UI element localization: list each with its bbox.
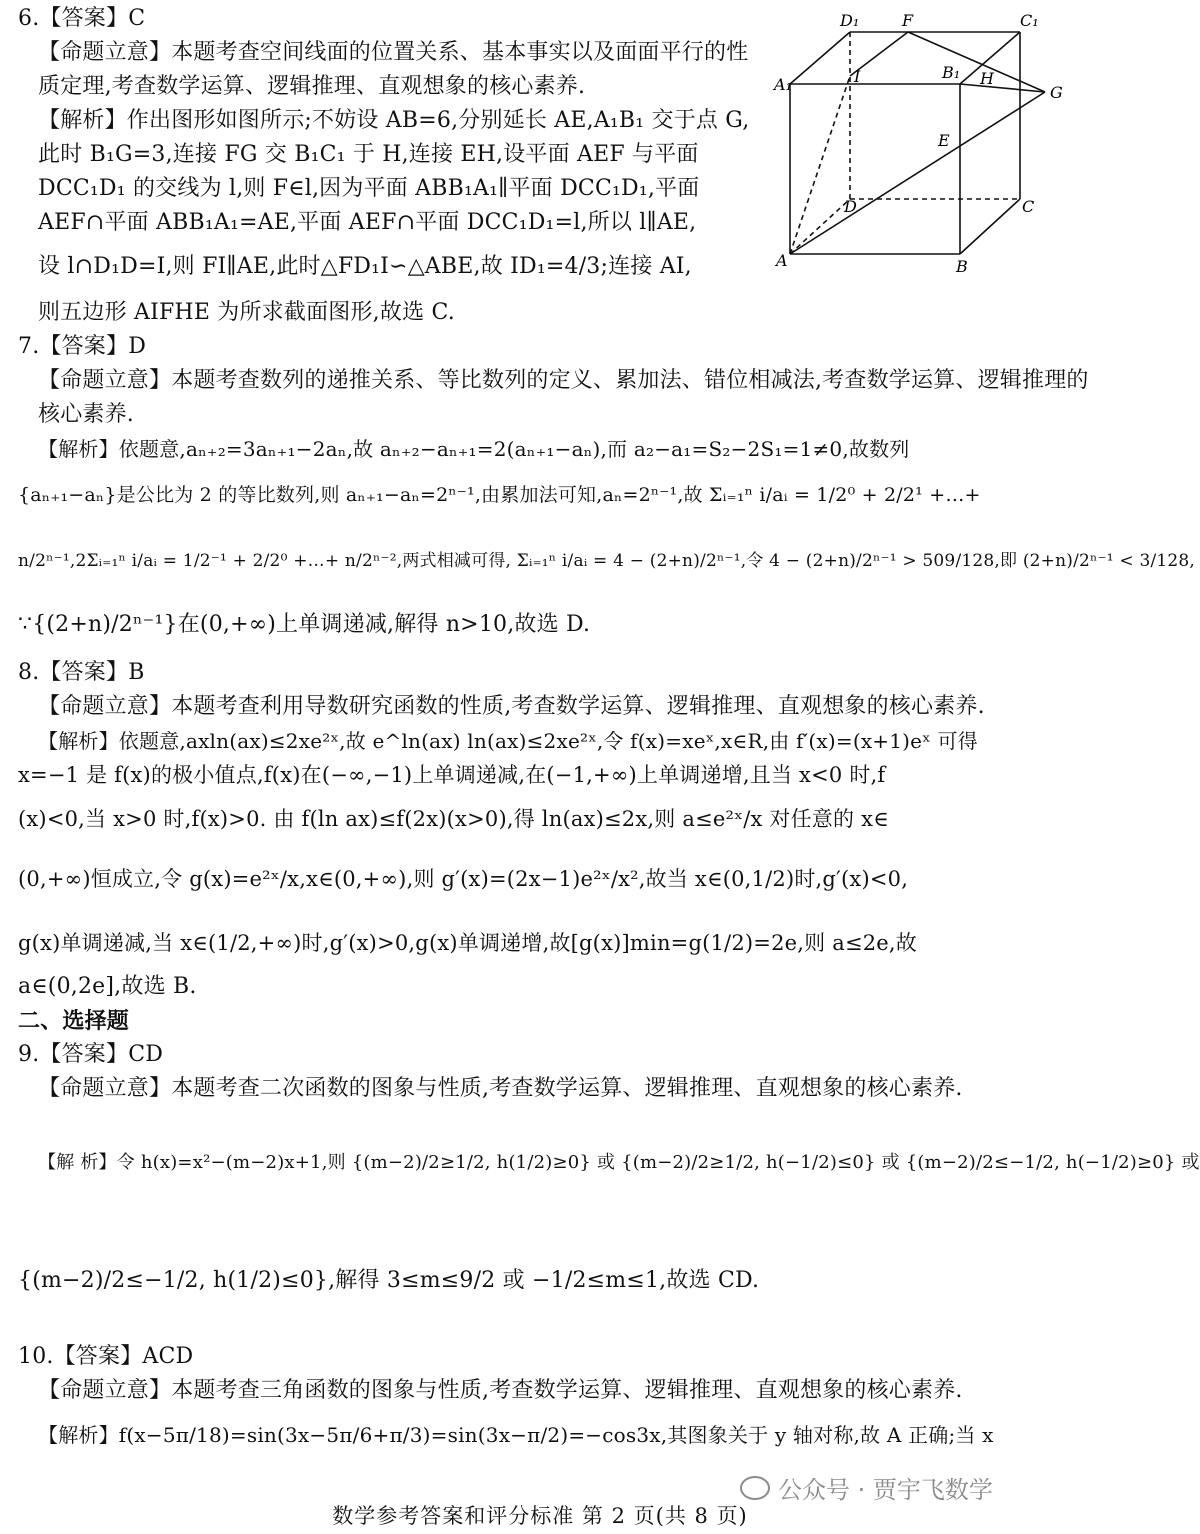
q8-intent: 【命题立意】本题考查利用导数研究函数的性质,考查数学运算、逻辑推理、直观想象的核心素养. <box>38 694 985 719</box>
cube-figure <box>770 4 1070 284</box>
q8-answer: 8.【答案】B <box>18 660 145 685</box>
q7-solution-line1: 【解析】依题意,aₙ₊₂=3aₙ₊₁−2aₙ,故 aₙ₊₂−aₙ₊₁=2(aₙ₊₁−aₙ),而 a₂−a₁=S₂−2S₁=1≠0,故数列 <box>38 437 910 461</box>
label-H: H <box>980 69 994 88</box>
q8-solution-line2: x=−1 是 f(x)的极小值点,f(x)在(−∞,−1)上单调递减,在(−1,+∞)上单调递增,且当 x<0 时,f <box>18 763 886 787</box>
q8-solution-line3: (x)<0,当 x>0 时,f(x)>0. 由 f(ln ax)≤f(2x)(x>0),得 ln(ax)≤2x,则 a≤e²ˣ/x 对任意的 x∈ <box>18 807 889 831</box>
q8-solution-line4: (0,+∞)恒成立,令 g(x)=e²ˣ/x,x∈(0,+∞),则 g′(x)=(2x−1)e²ˣ/x²,故当 x∈(0,1/2)时,g′(x)<0, <box>18 867 909 891</box>
watermark-text: 公众号 · 贾宇飞数学 <box>778 1476 993 1504</box>
q6-solution-line2: 此时 B₁G=3,连接 FG 交 B₁C₁ 于 H,连接 EH,设平面 AEF 与平面 <box>38 142 699 167</box>
section-heading: 二、选择题 <box>18 1008 130 1034</box>
label-I: I <box>854 67 861 86</box>
label-A: A <box>776 251 788 270</box>
q7-solution-line3: n/2ⁿ⁻¹,2Σᵢ₌₁ⁿ i/aᵢ = 1/2⁻¹ + 2/2⁰ +…+ n/2ⁿ⁻²,两式相减可得, Σᵢ₌₁ⁿ i/aᵢ = 4 − (2+n)/2ⁿ⁻¹,令 4 − (2+n)/2ⁿ⁻¹ > 509/128,即 (2+n)/2ⁿ⁻¹ < 3/128, <box>18 551 1196 571</box>
label-D1: D₁ <box>840 11 860 30</box>
q6-answer: 6.【答案】C <box>18 6 146 31</box>
q6-intent-line2: 质定理,考查数学运算、逻辑推理、直观想象的核心素养. <box>38 74 586 99</box>
label-D: D <box>844 197 857 216</box>
q7-intent-line2: 核心素养. <box>38 402 134 427</box>
q7-answer: 7.【答案】D <box>18 334 147 359</box>
q10-intent: 【命题立意】本题考查三角函数的图象与性质,考查数学运算、逻辑推理、直观想象的核心素养. <box>38 1378 963 1403</box>
q6-solution-line6: 则五边形 AIFHE 为所求截面图形,故选 C. <box>38 300 455 325</box>
q6-solution-line5: 设 l∩D₁D=I,则 FI∥AE,此时△FD₁I∽△ABE,故 ID₁=4/3;连接 AI, <box>38 254 692 279</box>
label-E: E <box>938 131 950 150</box>
q7-intent-line1: 【命题立意】本题考查数列的递推关系、等比数列的定义、累加法、错位相减法,考查数学运算、逻辑推理的 <box>38 368 1089 393</box>
q10-answer: 10.【答案】ACD <box>18 1344 194 1369</box>
q8-solution-line1: 【解析】依题意,axln(ax)≤2xe²ˣ,故 e^ln(ax) ln(ax)≤2xe²ˣ,令 f(x)=xeˣ,x∈R,由 f′(x)=(x+1)eˣ 可得 <box>38 729 978 753</box>
q6-solution-line3: DCC₁D₁ 的交线为 l,则 F∈l,因为平面 ABB₁A₁∥平面 DCC₁D₁,平面 <box>38 176 700 201</box>
q9-answer: 9.【答案】CD <box>18 1042 164 1067</box>
label-A1: A₁ <box>774 75 792 94</box>
q6-intent-line1: 【命题立意】本题考查空间线面的位置关系、基本事实以及面面平行的性 <box>38 40 749 65</box>
wechat-icon <box>740 1476 770 1500</box>
q8-solution-line6: a∈(0,2e],故选 B. <box>18 974 197 999</box>
q8-solution-line5: g(x)单调递减,当 x∈(1/2,+∞)时,g′(x)>0,g(x)单调递增,故[g(x)]min=g(1/2)=2e,则 a≤2e,故 <box>18 931 917 955</box>
q9-intent: 【命题立意】本题考查二次函数的图象与性质,考查数学运算、逻辑推理、直观想象的核心素养. <box>38 1076 963 1101</box>
label-B: B <box>956 257 968 276</box>
label-C: C <box>1022 197 1035 216</box>
q6-solution-line4: AEF∩平面 ABB₁A₁=AE,平面 AEF∩平面 DCC₁D₁=l,所以 l∥AE, <box>38 210 697 235</box>
q7-solution-line2: {aₙ₊₁−aₙ}是公比为 2 的等比数列,则 aₙ₊₁−aₙ=2ⁿ⁻¹,由累加法可知,aₙ=2ⁿ⁻¹,故 Σᵢ₌₁ⁿ i/aᵢ = 1/2⁰ + 2/2¹ +…+ <box>18 484 981 506</box>
label-F: F <box>902 11 914 30</box>
label-C1: C₁ <box>1020 11 1039 30</box>
q6-solution-line1: 【解析】作出图形如图所示;不妨设 AB=6,分别延长 AE,A₁B₁ 交于点 G, <box>38 108 750 133</box>
q10-solution-line1: 【解析】f(x−5π/18)=sin(3x−5π/6+π/3)=sin(3x−π/2)=−cos3x,其图象关于 y 轴对称,故 A 正确;当 x <box>38 1423 994 1447</box>
q7-solution-line4: ∵{(2+n)/2ⁿ⁻¹}在(0,+∞)上单调递减,解得 n>10,故选 D. <box>18 612 591 637</box>
label-G: G <box>1050 83 1063 102</box>
q9-solution-line1: 【解 析】令 h(x)=x²−(m−2)x+1,则 {(m−2)/2≥1/2, h(1/2)≥0} 或 {(m−2)/2≥1/2, h(−1/2)≤0} 或 {(m−2)/2≤−1/2, h(−1/2)≥0} 或 <box>38 1152 1200 1173</box>
page-footer: 数学参考答案和评分标准 第 2 页(共 8 页) <box>332 1504 748 1528</box>
label-B1: B₁ <box>942 63 961 82</box>
q9-solution-line2: {(m−2)/2≤−1/2, h(1/2)≤0},解得 3≤m≤9/2 或 −1/2≤m≤1,故选 CD. <box>18 1268 760 1293</box>
